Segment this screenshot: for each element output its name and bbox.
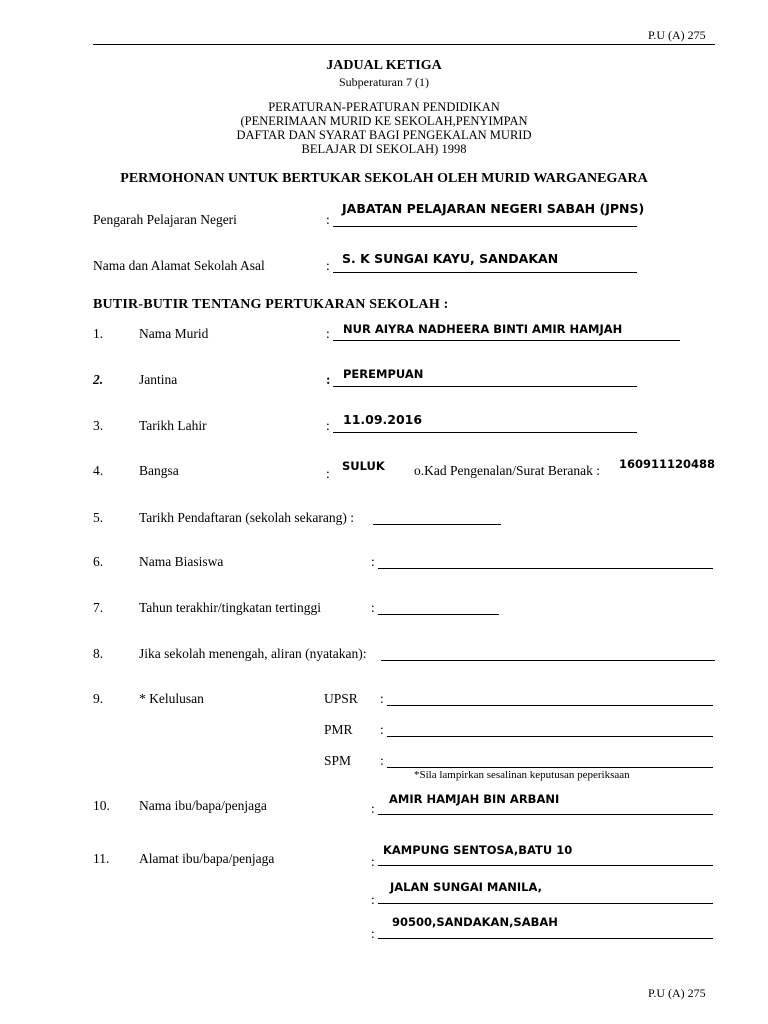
ic-label: o.Kad Pengenalan/Surat Beranak : — [414, 463, 600, 478]
item-2-number: 2. — [93, 372, 104, 387]
item-4-label: Bangsa — [139, 463, 179, 478]
student-name-value: NUR AIYRA NADHEERA BINTI AMIR HAMJAH — [343, 322, 623, 336]
address-2-colon: : — [371, 892, 375, 907]
item-6-colon: : — [371, 554, 375, 569]
subregulation: Subperaturan 7 (1) — [339, 75, 429, 89]
address-3-colon: : — [371, 926, 375, 941]
exam-pmr-line — [387, 736, 713, 737]
item-7-label: Tahun terakhir/tingkatan tertinggi — [139, 600, 321, 615]
address-1-colon: : — [371, 854, 375, 869]
item-6-number: 6. — [93, 554, 104, 569]
school-colon: : — [326, 258, 330, 273]
exam-spm-colon: : — [380, 753, 384, 768]
item-9-number: 9. — [93, 691, 104, 706]
director-label: Pengarah Pelajaran Negeri — [93, 212, 237, 227]
header-ref: P.U (A) 275 — [648, 28, 706, 42]
exam-upsr-line — [387, 705, 713, 706]
item-1-number: 1. — [93, 326, 104, 341]
exam-spm-line — [387, 767, 713, 768]
regulation-line-2: (PENERIMAAN MURID KE SEKOLAH,PENYIMPAN — [240, 114, 528, 128]
regulation-line-1: PERATURAN-PERATURAN PENDIDIKAN — [268, 100, 500, 114]
item-1-label: Nama Murid — [139, 326, 209, 341]
item-7-line — [378, 614, 499, 615]
address-1-line — [378, 865, 713, 866]
item-10-colon: : — [371, 801, 375, 816]
regulation-line-3: DAFTAR DAN SYARAT BAGI PENGEKALAN MURID — [236, 128, 532, 142]
item-7-number: 7. — [93, 600, 104, 615]
item-5-label: Tarikh Pendaftaran (sekolah sekarang) : — [139, 510, 354, 525]
form-title: PERMOHONAN UNTUK BERTUKAR SEKOLAH OLEH MURID WARGANEGARA — [120, 171, 648, 186]
item-11-label: Alamat ibu/bapa/penjaga — [139, 851, 275, 866]
item-5-number: 5. — [93, 510, 104, 525]
ic-number-value: 160911120488 — [619, 457, 716, 471]
exam-spm-label: SPM — [324, 753, 352, 768]
item-4-number: 4. — [93, 463, 104, 478]
item-10-number: 10. — [93, 798, 110, 813]
item-1-colon: : — [326, 326, 330, 341]
address-2-line — [378, 903, 713, 904]
parent-name-value: AMIR HAMJAH BIN ARBANI — [389, 792, 560, 806]
schedule-title: JADUAL KETIGA — [326, 58, 442, 73]
header-rule — [93, 44, 715, 45]
item-3-line — [333, 432, 637, 433]
item-8-label: Jika sekolah menengah, aliran (nyatakan): — [139, 646, 367, 661]
director-value: JABATAN PELAJARAN NEGERI SABAH (JPNS) — [342, 201, 645, 216]
address-line-2: JALAN SUNGAI MANILA, — [390, 880, 542, 894]
footer-ref: P.U (A) 275 — [648, 986, 706, 1000]
item-11-number: 11. — [93, 851, 110, 866]
item-5-line — [373, 524, 501, 525]
item-4-colon: : — [326, 466, 330, 481]
address-3-line — [378, 938, 713, 939]
birthdate-value: 11.09.2016 — [343, 412, 423, 427]
item-3-label: Tarikh Lahir — [139, 418, 207, 433]
address-line-3: 90500,SANDAKAN,SABAH — [392, 915, 558, 929]
item-2-colon: : — [326, 372, 331, 387]
gender-value: PEREMPUAN — [343, 367, 424, 381]
exam-note: *Sila lampirkan sesalinan keputusan peperiksaan — [414, 769, 630, 781]
item-2-label: Jantina — [139, 372, 178, 387]
regulation-line-4: BELAJAR DI SEKOLAH) 1998 — [301, 142, 467, 156]
item-2-line — [333, 386, 637, 387]
director-colon: : — [326, 212, 330, 227]
item-3-number: 3. — [93, 418, 104, 433]
section-heading: BUTIR-BUTIR TENTANG PERTUKARAN SEKOLAH : — [93, 297, 449, 312]
race-value: SULUK — [342, 459, 385, 473]
item-10-label: Nama ibu/bapa/penjaga — [139, 798, 267, 813]
item-3-colon: : — [326, 418, 330, 433]
item-6-label: Nama Biasiswa — [139, 554, 224, 569]
director-line — [333, 226, 637, 227]
item-8-number: 8. — [93, 646, 104, 661]
item-7-colon: : — [371, 600, 375, 615]
exam-upsr-label: UPSR — [324, 691, 358, 706]
school-line — [333, 272, 637, 273]
school-value: S. K SUNGAI KAYU, SANDAKAN — [342, 251, 559, 266]
address-line-1: KAMPUNG SENTOSA,BATU 10 — [383, 843, 573, 857]
exam-upsr-colon: : — [380, 691, 384, 706]
exam-pmr-colon: : — [380, 722, 384, 737]
item-1-line — [333, 340, 680, 341]
exam-pmr-label: PMR — [324, 722, 353, 737]
item-8-line — [381, 660, 715, 661]
item-10-line — [378, 814, 713, 815]
item-9-label: * Kelulusan — [139, 691, 204, 706]
school-label: Nama dan Alamat Sekolah Asal — [93, 258, 265, 273]
item-6-line — [378, 568, 713, 569]
